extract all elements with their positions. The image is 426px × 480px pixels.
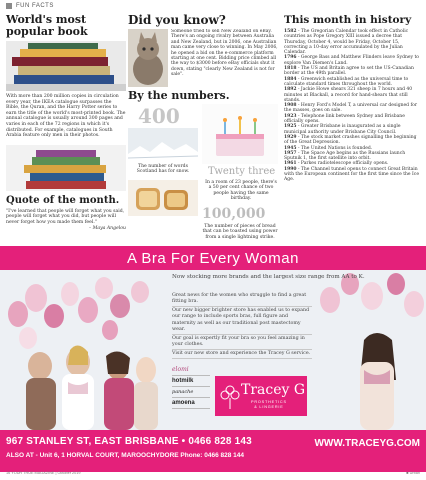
quote-text: "I've learned that people will forget what you said, people will forget what you did, but people will never forget how you made them feel." xyxy=(6,208,125,225)
history-text: - The Space Age begins as the Russians launch Sputnik 1, the first satellite into orbit. xyxy=(284,150,406,162)
fact2-caption: In a room of 23 people, there's a 50 per cent chance of two people having the same birthday. xyxy=(205,180,277,202)
fact1-caption: The number of words Scotland has for snow. xyxy=(136,164,190,175)
history-year: 1925 xyxy=(284,124,297,130)
brand-logo: hotmilk xyxy=(172,376,210,387)
did-you-know-body: Someone tried to sell New Zealand on eBay. There's an ongoing rivalry between Australia and New Zealand, but in 2006, one Australian man came very close to winning. In May 2006, he opened a bid on the e-commerce platform starting at one cent. Bidding price climbed all the way to $3000 before eBay officials shut it down, stating "clearly New Zealand is not for sale". xyxy=(171,29,278,78)
history-item xyxy=(284,167,422,183)
footer-left: 16 YOUR TRUE MAGAZINE | October 2019 xyxy=(6,471,81,475)
history-text: - Henry Ford's Model T, a universal car designed for the masses, goes on sale. xyxy=(284,103,417,114)
ad-body-paragraph: Our new bigger brighter store has enabled us to expand our range to include sports bras, full figure and maternity as well as our traditional post mastectomy wear. xyxy=(172,307,312,335)
fact3-caption: The number of pieces of bread that can be toasted using power from a single lightning strike. xyxy=(202,224,278,240)
by-the-numbers-title: By the numbers. xyxy=(128,89,230,102)
ad-body xyxy=(172,292,312,359)
history-year: 1957 xyxy=(284,150,297,156)
fact2-number: Twenty three xyxy=(208,166,276,177)
history-item xyxy=(284,29,422,55)
ad-body-paragraph: Great news for the women who struggle to find a great fitting bra. xyxy=(172,292,312,307)
quote-title: Quote of the month. xyxy=(6,194,120,206)
store-address: 967 STANLEY ST, EAST BRISBANE • 0466 828 143 xyxy=(6,436,252,447)
birthday-image xyxy=(202,104,278,164)
history-year: 1892 xyxy=(284,87,297,93)
history-year: 1884 xyxy=(284,76,297,82)
logo-subtitle-line: PROSTHETICS xyxy=(251,400,287,404)
logo-name: Tracey G xyxy=(241,382,306,398)
history-title: This month in history xyxy=(284,14,412,26)
history-item xyxy=(284,151,422,162)
history-year: 1945 xyxy=(284,145,297,151)
history-year: 1990 xyxy=(284,166,297,172)
website-link[interactable]: WWW.TRACEYG.COM xyxy=(314,438,420,449)
did-you-know-title: Did you know? xyxy=(128,13,226,27)
history-year: 1908 xyxy=(284,103,297,109)
did-you-know-column xyxy=(128,14,278,254)
history-text: - The Gregorian Calendar took effect in Catholic countries as Pope Gregory XIII issued a decree that Thursday, October 4, would be Friday, October 15, correcting a 10-day error accumulated by the Julian Calendar. xyxy=(284,29,409,56)
snow-image xyxy=(128,128,198,162)
section-label: FUN FACTS xyxy=(16,3,54,9)
ad-headline: A Bra For Every Woman xyxy=(127,249,299,267)
ad-contact-bar xyxy=(0,430,426,472)
section-marker-icon xyxy=(6,3,12,9)
history-text: - The Channel tunnel opens to connect Great Britain with the European continent for the first time since the Ice Age. xyxy=(284,166,419,183)
section-header xyxy=(6,3,54,9)
ad-lead: Now stocking more brands and the largest size range from AA to K. xyxy=(172,274,365,280)
logo-subtitle-line: & LINGERIE xyxy=(254,404,284,409)
stacked-books-image xyxy=(6,145,126,191)
history-text: - Telephone link between Sydney and Brisbane officially opens. xyxy=(284,113,405,125)
history-year: 1582 xyxy=(284,29,297,34)
flower-logo-icon xyxy=(220,384,240,410)
popular-book-title: World's most popular book xyxy=(6,13,88,38)
history-list xyxy=(284,29,422,183)
book-stack-image xyxy=(6,41,126,91)
tracey-g-logo xyxy=(215,376,307,416)
history-text: - The United Nations is founded. xyxy=(296,145,373,151)
history-text: - The US and Britain agree to set the US-Canadian border at the 49th parallel. xyxy=(284,66,414,77)
quote-author: – Maya Angelou xyxy=(88,225,126,231)
history-item xyxy=(284,55,422,66)
history-year: 1961 xyxy=(284,161,297,167)
fact1-number: 400 xyxy=(138,104,180,128)
toast-image xyxy=(128,180,198,216)
history-text: - Jackie Howe shears 321 sheep in 7 hours and 40 minutes at Blackall, a record for hand-shears that still stands. xyxy=(284,87,413,103)
ad-banner xyxy=(0,246,426,270)
history-text: - Greenwich established as the universal time to calculate standard times throughout the world. xyxy=(284,76,409,87)
history-text: - George Bass and Matthew Flinders leave Sydney to explore Van Diemen's Land. xyxy=(284,55,419,66)
cat-photo xyxy=(128,29,168,87)
tracey-g-ad xyxy=(0,246,426,472)
fact3-number: 100,000 xyxy=(202,206,266,222)
history-year: 1818 xyxy=(284,66,297,72)
history-year: 1796 xyxy=(284,55,297,61)
history-item xyxy=(284,135,422,146)
page-footer xyxy=(6,471,420,475)
history-item xyxy=(284,124,422,135)
history-item xyxy=(284,103,422,114)
footer-right: ■ Urban xyxy=(406,471,420,475)
history-item xyxy=(284,87,422,103)
history-item xyxy=(284,66,422,77)
ad-body-paragraph: Our goal is expertly fit your bra so you feel amazing in your clothes. xyxy=(172,335,312,350)
history-text: - Parkes radiotelescope officially opens. xyxy=(296,161,389,167)
history-item xyxy=(284,77,422,88)
brand-logo: panache xyxy=(172,387,210,398)
history-text: - Greater Brisbane is inaugurated as a single municipal authority under Brisbane City Council. xyxy=(284,124,401,135)
second-store-address: ALSO AT - Unit 6, 1 HORVAL COURT, MAROOCHYDORE Phone: 0466 828 144 xyxy=(6,452,245,459)
logo-subtitle xyxy=(251,400,287,409)
popular-book-body: With more than 200 million copies in circulation every year, the IKEA catalogue surpasses the Bible, the Quran, and the Harry Potter series to earn the title of the world's most-printed book. The annual catalogue is usually around 300 pages and varies in each of the 72 regions in which it's distributed. For example, catalogues in South Arabia feature only men in their photos. xyxy=(6,94,126,139)
history-item xyxy=(284,114,422,125)
brand-list xyxy=(172,364,210,409)
history-year: 1929 xyxy=(284,134,297,140)
history-year: 1923 xyxy=(284,113,297,119)
ad-body-paragraph: Visit our new store and experience the Tracey G service. xyxy=(172,350,312,359)
history-column xyxy=(284,14,422,183)
popular-book-column xyxy=(6,14,126,231)
brand-logo: amoena xyxy=(172,398,210,409)
brand-logo: elomi xyxy=(172,364,210,376)
history-text: - The stock market crashes signalling the beginning of the Great Depression. xyxy=(284,134,417,146)
